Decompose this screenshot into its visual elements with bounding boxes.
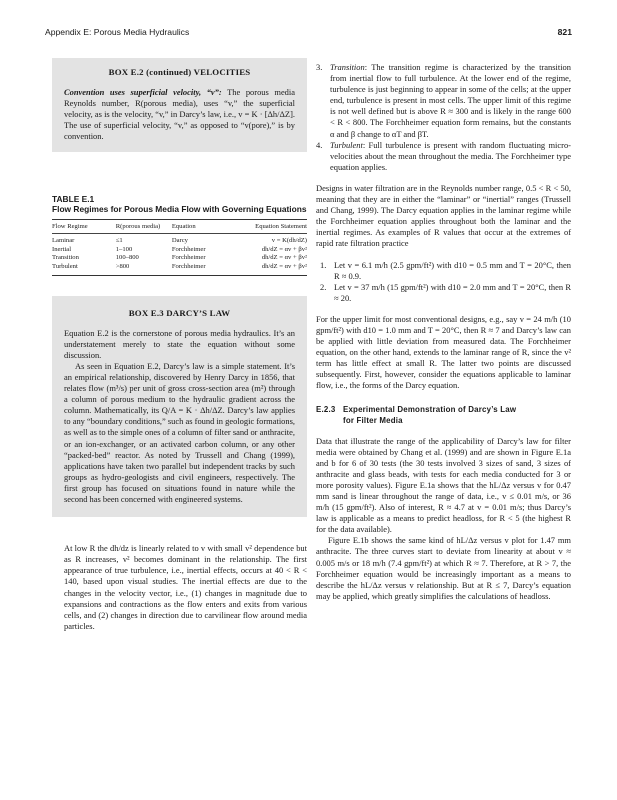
list-term: Turbulent: [330, 139, 363, 150]
table-e1: [52, 220, 307, 275]
box-e2-text: [64, 87, 295, 142]
table-header: R(porous media): [116, 220, 172, 234]
section-title-line2: for Filter Media: [343, 415, 403, 425]
table-cell: dh/dZ = αv + βv²: [261, 262, 307, 270]
table-row: [52, 254, 307, 263]
running-head: Appendix E: Porous Media Hydraulics: [45, 27, 190, 37]
paragraph: For the upper limit for most conventional designs, e.g., say v = 24 m/h (10 gpm/ft²) with d10 = 1.0 mm and T = 20°C, then R ≈ 7 and Darcy’s law can be applied with little deviation from measured data. The Forchheimer equation, on the other hand, extends to the laminar range of R, since the v² term has little effect at small R. The latter two points are discussed subsequently. First, however, consider the equations applicable to laminar flow, i.e., the forms of the Darcy equation.: [316, 313, 571, 391]
table-e1-caption: Flow Regimes for Porous Media Flow with Governing Equations: [52, 204, 307, 215]
list-item: [316, 140, 571, 173]
box-e2: [52, 58, 307, 152]
list-item: [320, 282, 571, 304]
table-cell: >800: [115, 262, 130, 270]
list-item: [316, 62, 571, 140]
list-number: 1.: [320, 259, 327, 270]
table-cell: dh/dZ = αv + βv²: [261, 245, 307, 253]
table-cell: Turbulent: [52, 262, 78, 270]
section-title-line1: Experimental Demonstration of Darcy’s Law: [343, 404, 517, 414]
paragraph: Data that illustrate the range of the applicability of Darcy’s law for filter media were obtained by Chang et al. (1999) and are shown in Figure E.1a and b for 6 of 30 tests (the 30 tests involved 3 sizes of sand, 3 sizes of anthracite and glass beads, with tests for each media conducted for 3 or more porosity values). Figure E.1a shows that the hL/Δz versus v for 0.47 mm sand is linear throughout the range of data, i.e., v ≤ 0.01 m/s, or 36 m/h (15 gpm/ft²). Also of interest, R ≈ 4.7 at v = 0.01 m/s; thus Darcy’s law is applicable as a means to predict headloss, for R < 5 (the highest R for the data available).: [316, 435, 571, 535]
table-cell: v = K(dh/dZ): [271, 237, 307, 245]
box-e2-title: BOX E.2 (continued) VELOCITIES: [108, 67, 251, 77]
section-number: E.2.3: [316, 404, 336, 414]
box-e2-lead: Convention uses superficial velocity, “v”:: [64, 87, 222, 98]
table-cell: Forchheimer: [171, 254, 206, 262]
list-text: Let v = 37 m/h (15 gpm/ft²) with d10 = 2.0 mm and T = 20°C, then R ≈ 20.: [334, 281, 571, 303]
table-row: [52, 263, 307, 275]
table-header: Flow Regime: [52, 220, 116, 234]
box-e3-para: As seen in Equation E.2, Darcy’s law is a simple statement. It’s an empirical relationship, discovered by Henry Darcy in 1856, that relates flow (m³/s) per unit of gross cross-section area (m²) through a column of porous medium to the hydraulic gradient across the column. Mathematically, its Q/A = K · Δh/ΔZ. Darcy’s law applies to any “boundary conditions,” such as found in geologic formations, as well as to the simple ones of a column of filter sand or anthracite, or an ion-exchanger, or an activated carbon column, or any other “packed-bed” reactor. As noted by Trussell and Chang (1999), applications have taken two parallel but independent tracks by such groups as hydro-geologists and civil engineers, respectively. The first group has focused on situations found in nature while the second has been concerned with engineered systems.: [64, 360, 295, 505]
table-row: [52, 246, 307, 255]
list-number: 2.: [320, 281, 327, 292]
box-e3-para: Equation E.2 is the cornerstone of porous media hydraulics. It’s an understatement merely to state the equation without some discussion.: [64, 327, 295, 360]
box-e3-title: BOX E.3 DARCY’S LAW: [128, 307, 231, 318]
left-column: [52, 58, 307, 632]
paragraph: Figure E.1b shows the same kind of hL/Δz versus v plot for 1.47 mm anthracite. The three curves start to deviate from linearity at about v ≈ 0.005 m/s or 18 m/h (7.4 gpm/ft²) at which R ≈ 7. Therefore, at R > 7, the Forchheimer equation would be increasingly important as a means to describe the hL/Δz versus v relationship. But at R ≤ 7, Darcy’s equation may be applied, which greatly simplifies the calculations of headloss.: [316, 535, 571, 601]
table-cell: 100–800: [115, 254, 139, 262]
page-number: 821: [557, 27, 572, 37]
examples-list: [316, 260, 571, 304]
table-e1-label: TABLE E.1: [52, 193, 95, 204]
list-number: 3.: [316, 62, 323, 72]
table-cell: ≤1: [115, 237, 123, 245]
table-header-row: [52, 220, 307, 234]
box-e2-body: The porous media Reynolds number, R(porous media), uses “v,” the superficial velocity, as is the velocity, “v,” in Darcy’s law, i.e., v = K · [Δh/ΔZ]. The use of superficial velocity, “v,” as opposed to “v(pore),” is by convention.: [64, 87, 295, 142]
table-cell: Laminar: [52, 237, 75, 245]
table-cell: Forchheimer: [171, 245, 206, 253]
table-cell: Darcy: [171, 237, 188, 245]
list-item: [320, 260, 571, 282]
table-row: [52, 234, 307, 246]
table-cell: Transition: [52, 254, 79, 262]
right-column: [316, 62, 571, 602]
left-body-text: At low R the dh/dz is linearly related to v with small v² dependence but as R increases, v² becomes dominant in the relationship. The first appearance of true turbulence, i.e., inertial effects, occurs at 40 < R < 140, based upon visual studies. The inertial effects are due to the changes in the velocity vector, i.e., (1) changes in magnitude due to expansions and contractions as the flow enters and exits from various cells, and (2) changes in direction due to carvilinear flow around media particles.: [64, 543, 307, 631]
table-cell: Forchheimer: [171, 262, 206, 270]
table-header: Equation: [172, 220, 233, 234]
list-number: 4.: [316, 139, 323, 150]
list-text: Let v = 6.1 m/h (2.5 gpm/ft²) with d10 = 0.5 mm and T = 20°C, then R ≈ 0.9.: [334, 259, 571, 281]
list-text: : Full turbulence is present with random fluctuating micro-velocities about the mean throughout the media. The Forchheimer type equation applies.: [330, 139, 571, 172]
paragraph: Designs in water filtration are in the Reynolds number range, 0.5 < R < 50, meaning that they are in either the “laminar” or “inertial” ranges (Trussell and Chang, 1999). The Darcy equation applies in the laminar regime while the Forchheimer equation applies throughout both the laminar and the inertial regimes. As examples of R values that occur at the extremes of rapid rate filtration practice: [316, 182, 571, 249]
page-header: [45, 27, 572, 39]
table-bottom-rule: [52, 275, 307, 276]
table-cell: dh/dZ = αv + βv²: [261, 254, 307, 262]
section-heading: [316, 404, 571, 426]
box-e3: [52, 296, 307, 518]
table-cell: 1–100: [115, 245, 133, 253]
list-term: Transition: [330, 62, 365, 72]
table-cell: Inertial: [52, 245, 72, 253]
regimes-list: [316, 62, 571, 173]
list-text: : The transition regime is characterized by the transition from inertial flow to full turbulence. At the lower end of the regime, turbulence is just beginning to appear in some of the cells; at the upper end, turbulence is present in most cells. The upper limit of this regime is not well defined but is above R ≈ 300 and is likely in the range 600 < R < 800. The Forchheimer equation form remains, but the constants α and β change to αT and βT.: [330, 62, 571, 139]
table-header: Equation Statement: [233, 220, 307, 234]
